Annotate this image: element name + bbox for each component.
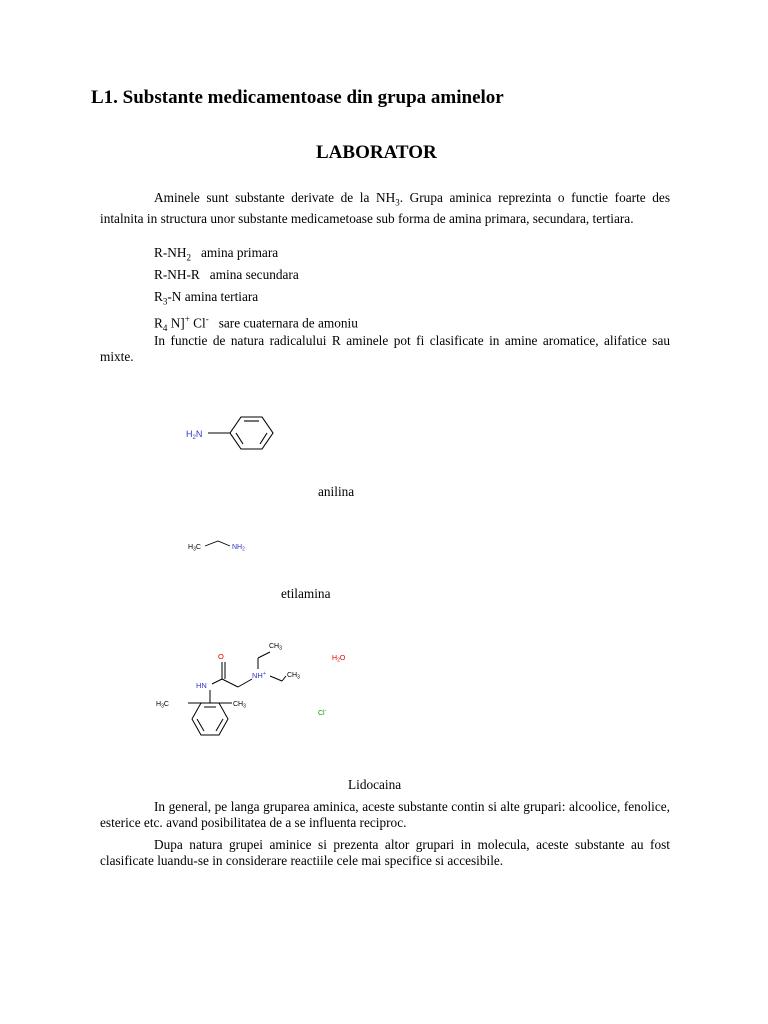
lidocaine-bonds (188, 652, 286, 735)
amine-secondary: R-NH-R amina secundara (154, 267, 299, 282)
nature-paragraph: Dupa natura grupei aminice si prezenta altor grupari in molecula, aceste substante au fost clasificate luandu-se in considerare reactiile cele mai specifice si accesibile. (100, 837, 670, 868)
intro-paragraph: Aminele sunt substante derivate de la $NH_3$. Grupa aminica reprezinta o functie foarte des intalnita in structura unor substante medicametoase sub forma de amina primara, secundara, tertiara. (100, 190, 670, 226)
aniline-caption: anilina (318, 484, 355, 499)
chloride-label: Cl- (318, 708, 327, 717)
classification-paragraph: In functie de natura radicalului R aminele pot fi clasificate in amine aromatice, alifatice sau mixte. (100, 333, 670, 364)
lidocaine-structure (152, 638, 352, 743)
lidocaine-h3c-left-label: $H_3C$ (156, 701, 169, 710)
ethylamine-structure (186, 537, 256, 557)
lidocaine-caption: Lidocaina (348, 777, 402, 792)
lidocaine-oxygen-label: O (218, 652, 224, 661)
lidocaine-ch3-top-label: $CH_3$ (269, 643, 282, 652)
section-heading: LABORATOR (316, 142, 437, 163)
ethylamine-caption: etilamina (281, 586, 331, 601)
lidocaine-ch3-right-label: $CH_3$ (287, 672, 300, 681)
lidocaine-hn-label: HN (196, 681, 207, 690)
document-title: L1. Substante medicamentoase din grupa aminelor (91, 87, 504, 108)
ethyl-chain (205, 541, 230, 546)
benzene-ring (230, 417, 273, 449)
lidocaine-ch3-ring-label: $CH_3$ (233, 701, 246, 710)
aniline-structure (180, 408, 290, 458)
lidocaine-nh-plus-label: NH+ (252, 671, 267, 680)
amine-primary: $R-NH_2$ amina primara (154, 245, 279, 263)
amine-quaternary: $R_4$ N]+ Cl- sare cuaternara de amoniu (154, 314, 358, 334)
amine-tertiary: $R_3-N$ amina tertiara (154, 289, 259, 307)
water-label: $H_2O$ (332, 655, 346, 664)
aniline-nh2-label: $H_2N$ (186, 429, 203, 441)
ethylamine-nh2-label: $NH_2$ (232, 544, 245, 553)
ethylamine-ch3-label: $H_3C$ (188, 544, 201, 553)
general-paragraph: In general, pe langa gruparea aminica, aceste substante contin si alte grupari: alcoolice, fenolice, esterice etc. avand posibilitatea de a se influenta reciproc. (100, 799, 670, 830)
